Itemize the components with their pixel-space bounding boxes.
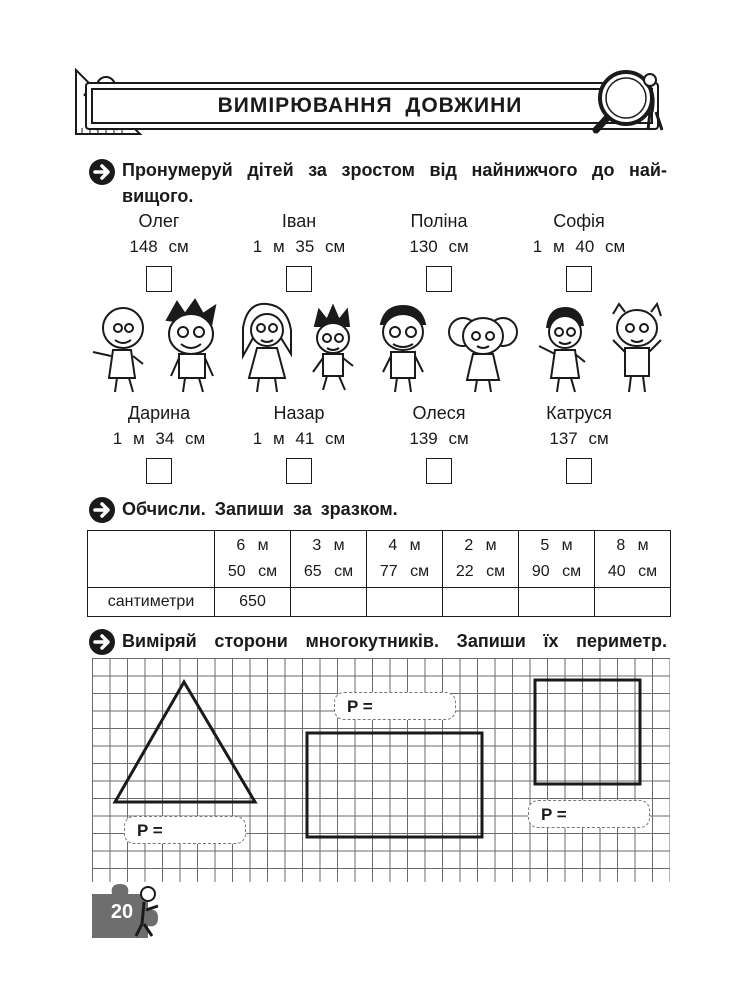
answer-cell[interactable] [443, 588, 519, 617]
task1-instruction-line2: вищого. [122, 186, 194, 206]
table-row [88, 588, 671, 617]
conversion-table [87, 530, 671, 617]
child-figure-icon [93, 308, 143, 392]
child-figure-icon [613, 304, 661, 392]
task-arrow-icon [88, 628, 116, 656]
task-arrow-icon [88, 158, 116, 186]
answer-cell[interactable] [291, 588, 367, 617]
child-name: Олеся [412, 403, 466, 423]
rank-box[interactable] [566, 458, 592, 484]
answer-cell[interactable] [519, 588, 595, 617]
rectangle-shape [307, 733, 482, 837]
table-header-cell: 4 м 77 см [367, 531, 443, 588]
task1-instruction-line1: Пронумеруй дітей за зростом від найнижчого до най- [122, 160, 667, 180]
answer-cell[interactable]: 650 [215, 588, 291, 617]
child-height: 148 см [129, 237, 189, 256]
table-header-cell: 8 м 40 см [595, 531, 671, 588]
rank-box[interactable] [146, 458, 172, 484]
triangle-shape [115, 682, 255, 802]
perimeter-answer-field-rectangle[interactable]: P = [334, 692, 456, 720]
perimeter-answer-field-square[interactable]: P = [528, 800, 650, 828]
children-illustration [85, 298, 665, 396]
child-height: 137 см [549, 429, 609, 448]
table-header-cell: 6 м 50 см [215, 531, 291, 588]
answer-cell[interactable] [595, 588, 671, 617]
rank-box[interactable] [426, 458, 452, 484]
child-name: Олег [138, 211, 180, 231]
child-name: Назар [273, 403, 325, 423]
square-shape [535, 680, 640, 784]
child-figure-icon [381, 306, 425, 392]
row-label-centimeters: сантиметри [88, 588, 215, 617]
child-name: Софія [553, 211, 605, 231]
task2-instruction: Обчисли. Запиши за зразком. [122, 499, 398, 519]
task-arrow-icon [88, 496, 116, 524]
child-figure-icon [449, 318, 517, 392]
rank-box[interactable] [566, 266, 592, 292]
table-header-cell: 5 м 90 см [519, 531, 595, 588]
rank-box[interactable] [146, 266, 172, 292]
child-height: 130 см [409, 237, 469, 256]
child-name: Катруся [546, 403, 612, 423]
child-height: 1 м 35 см [252, 237, 346, 256]
magnifier-mascot-icon [590, 66, 670, 138]
child-height: 1 м 40 см [532, 237, 626, 256]
table-header-cell: 2 м 22 см [443, 531, 519, 588]
page-number: 20 [110, 901, 134, 923]
perimeter-answer-field-triangle[interactable]: P = [124, 816, 246, 844]
page-title: ВИМІРЮВАННЯ ДОВЖИНИ [217, 94, 523, 117]
child-figure-icon [167, 300, 215, 392]
rank-box[interactable] [426, 266, 452, 292]
child-figure-icon [313, 306, 353, 390]
child-figure-icon [539, 308, 585, 392]
table-corner-cell [88, 531, 215, 588]
answer-cell[interactable] [367, 588, 443, 617]
child-figure-icon [243, 304, 291, 392]
child-height: 1 м 41 см [252, 429, 346, 448]
table-row [88, 531, 671, 588]
child-name: Іван [281, 211, 317, 231]
child-height: 1 м 34 см [112, 429, 206, 448]
task3-instruction: Виміряй сторони многокутників. Запиши їх периметр. [122, 631, 667, 651]
rank-box[interactable] [286, 266, 312, 292]
child-name: Дарина [127, 403, 191, 423]
child-height: 139 см [409, 429, 469, 448]
table-header-cell: 3 м 65 см [291, 531, 367, 588]
rank-box[interactable] [286, 458, 312, 484]
child-name: Поліна [410, 211, 468, 231]
